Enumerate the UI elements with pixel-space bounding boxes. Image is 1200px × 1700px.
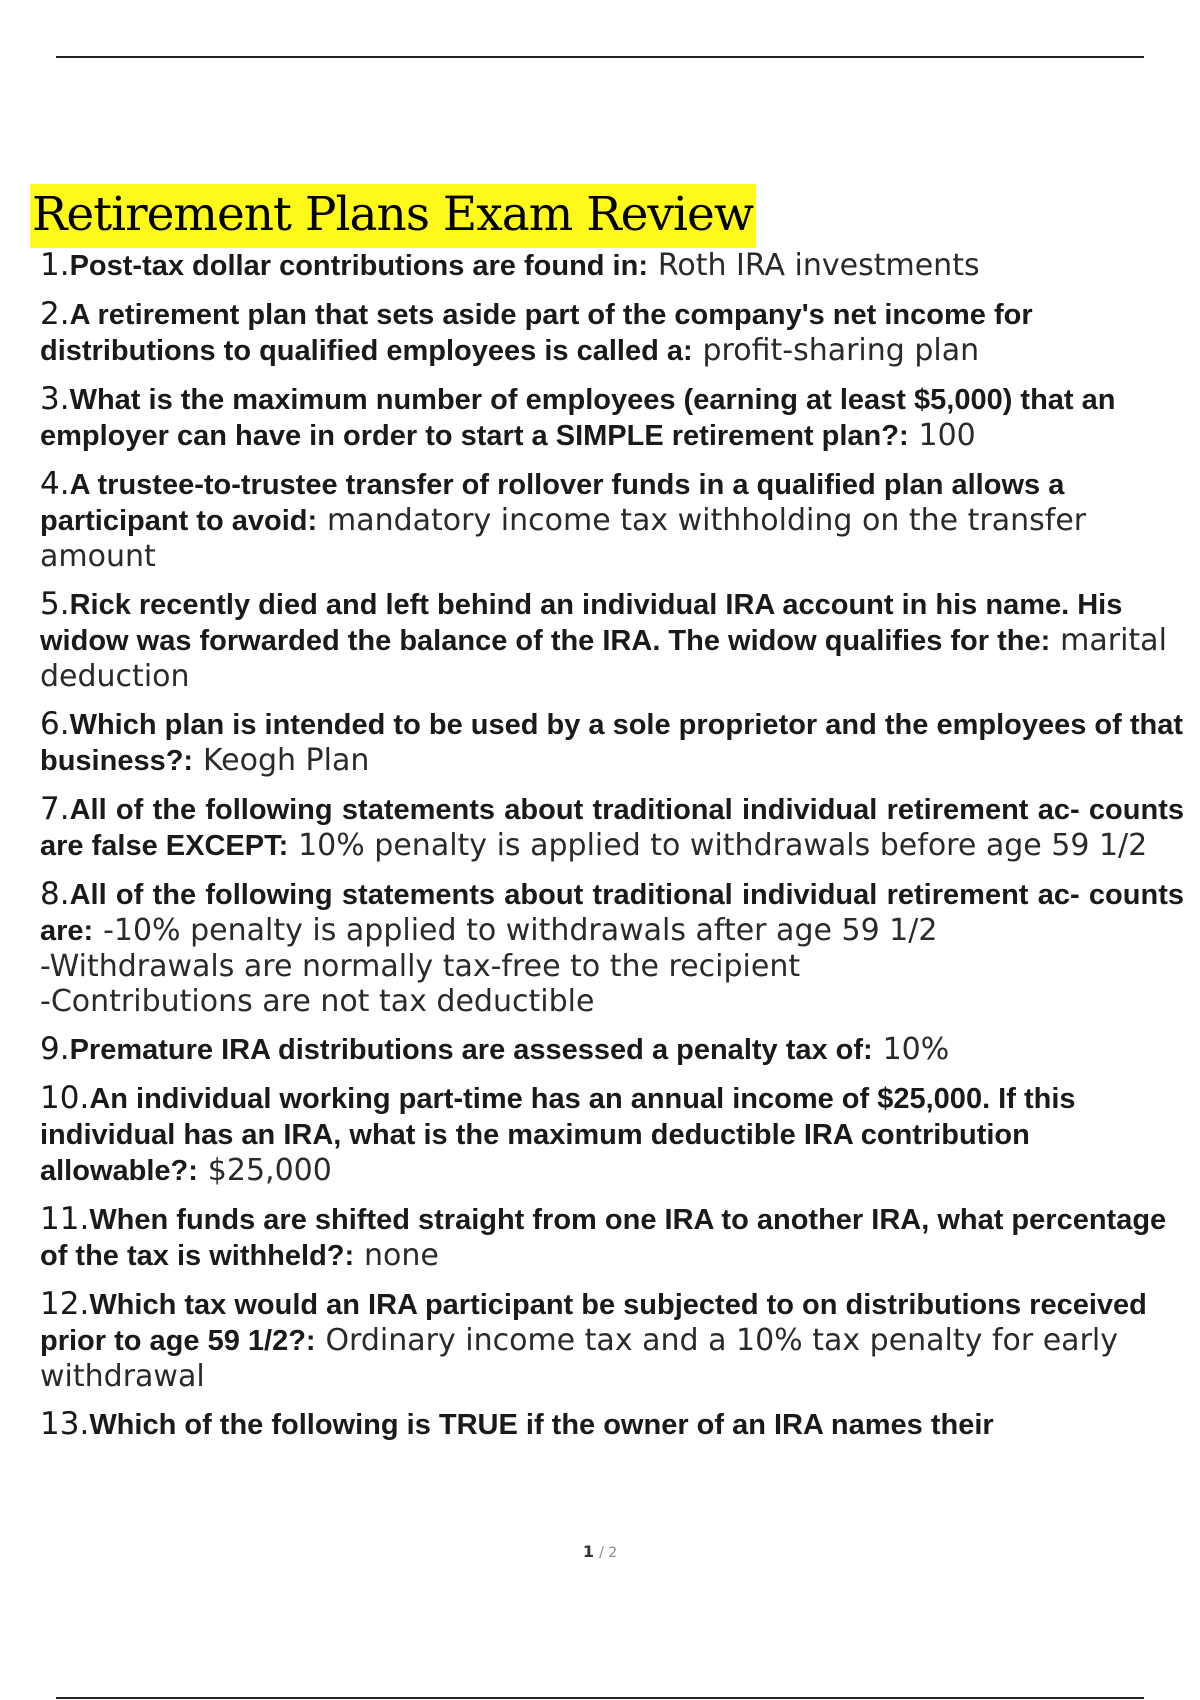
question-text: Rick recently died and left behind an individual IRA account in his name. His widow was forwarded the balance of the IRA. The widow qualifies for the: <box>40 589 1123 657</box>
question-text: Post-tax dollar contributions are found in: <box>69 250 648 282</box>
question-number: 9. <box>40 1031 70 1067</box>
question-item <box>40 792 1184 864</box>
question-list <box>40 248 1184 1456</box>
answer-text: $25,000 <box>207 1153 332 1188</box>
page-number <box>0 1542 1200 1561</box>
question-item <box>40 1287 1184 1394</box>
question-number: 10. <box>40 1080 90 1116</box>
answer-text: 10% <box>882 1032 950 1067</box>
question-item <box>40 587 1184 694</box>
title-block <box>30 184 756 248</box>
question-number: 6. <box>40 706 70 742</box>
question-number: 2. <box>40 296 70 332</box>
question-number: 1. <box>40 247 70 283</box>
question-number: 12. <box>40 1286 90 1322</box>
answer-text: marital deduction <box>40 623 1167 694</box>
bottom-rule <box>56 1697 1144 1699</box>
question-number: 7. <box>40 791 70 827</box>
question-text: Which plan is intended to be used by a sole proprietor and the employees of that business?: <box>40 709 1184 777</box>
page-title: Retirement Plans Exam Review <box>30 184 756 248</box>
page-separator: / <box>599 1545 604 1561</box>
answer-text: Roth IRA investments <box>657 248 980 283</box>
question-item <box>40 382 1184 454</box>
question-item <box>40 467 1184 574</box>
question-text: What is the maximum number of employees (earning at least $5,000) that an employer can have in order to start a SIMPLE retirement plan?: <box>40 384 1116 452</box>
question-text: When funds are shifted straight from one IRA to another IRA, what percentage of the tax is withheld?: <box>40 1204 1167 1272</box>
question-text: A retirement plan that sets aside part of the company's net income for distributions to qualified employees is called a: <box>40 299 1033 367</box>
question-number: 3. <box>40 381 70 417</box>
question-item <box>40 1407 1184 1443</box>
answer-text: none <box>364 1238 439 1273</box>
question-text: All of the following statements about traditional individual retirement ac- counts are: <box>40 879 1184 947</box>
answer-text: -10% penalty is applied to withdrawals after age 59 1/2 <box>103 913 938 948</box>
question-item <box>40 1202 1184 1274</box>
answer-text: 10% penalty is applied to withdrawals before age 59 1/2 <box>298 828 1148 863</box>
question-text: Premature IRA distributions are assessed a penalty tax of: <box>69 1034 873 1066</box>
question-text: All of the following statements about traditional individual retirement ac- counts are false EXCEPT: <box>40 794 1184 862</box>
question-item <box>40 877 1184 1019</box>
answer-text: Keogh Plan <box>202 743 370 778</box>
page-total-group <box>599 1545 617 1561</box>
question-number: 5. <box>40 586 70 622</box>
question-item <box>40 1081 1184 1189</box>
answer-line: -Contributions are not tax deductible <box>40 984 595 1019</box>
question-number: 4. <box>40 466 70 502</box>
question-text: Which of the following is TRUE if the owner of an IRA names their <box>89 1409 994 1441</box>
question-text: A trustee-to-trustee transfer of rollover funds in a qualified plan allows a participant to avoid: <box>40 469 1065 537</box>
page-total: 2 <box>608 1545 618 1561</box>
question-text: An individual working part-time has an annual income of $25,000. If this individual has an IRA, what is the maximum deductible IRA contribution allowable?: <box>40 1083 1076 1187</box>
question-number: 11. <box>40 1201 90 1237</box>
answer-text: profit-sharing plan <box>702 333 980 368</box>
question-text: Which tax would an IRA participant be subjected to on distributions received prior to age 59 1/2?: <box>40 1289 1147 1357</box>
question-item <box>40 1032 1184 1068</box>
answer-text: mandatory income tax withholding on the transfer amount <box>40 503 1087 574</box>
answer-line: -Withdrawals are normally tax-free to the recipient <box>40 949 801 984</box>
top-rule <box>56 56 1144 58</box>
answer-text: 100 <box>918 418 976 453</box>
question-number: 8. <box>40 876 70 912</box>
question-item <box>40 248 1184 284</box>
question-number: 13. <box>40 1406 90 1442</box>
question-item <box>40 297 1184 369</box>
answer-text: Ordinary income tax and a 10% tax penalty for early withdrawal <box>40 1323 1118 1394</box>
question-item <box>40 707 1184 779</box>
page-current: 1 <box>582 1542 594 1561</box>
